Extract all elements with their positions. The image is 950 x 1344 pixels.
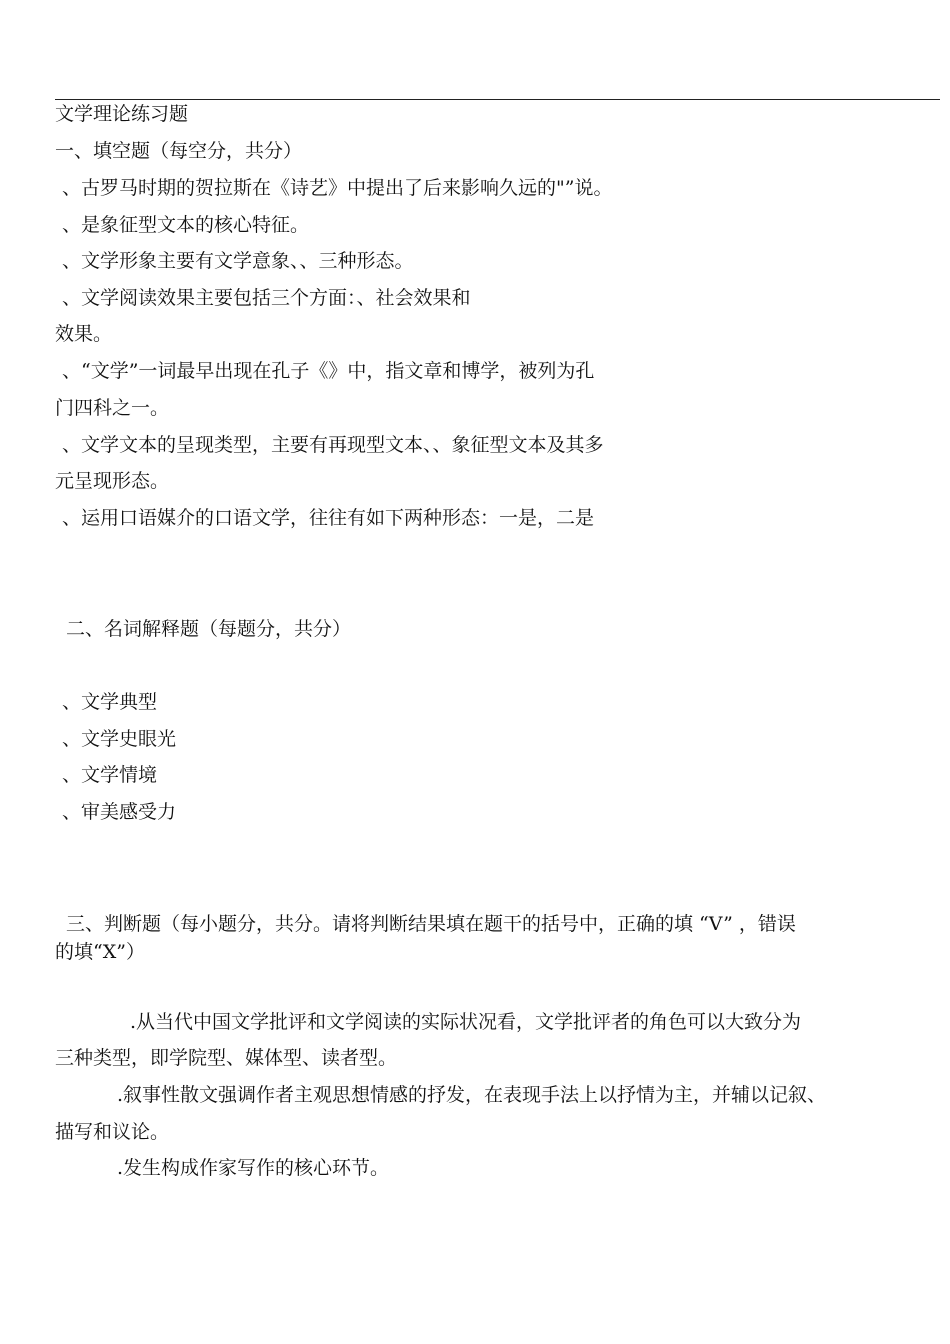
- header-rule: [55, 99, 940, 100]
- section1-line-6: 、“文学”一词最早出现在孔子《》中，指文章和博学，被列为孔: [62, 360, 595, 382]
- section3-item-2-line-2: 描写和议论。: [55, 1121, 170, 1143]
- section3-item-1-line-1: .从当代中国文学批评和文学阅读的实际状况看，文学批评者的角色可以大致分为: [130, 1011, 802, 1033]
- section3-item-2-line-1: .叙事性散文强调作者主观思想情感的抒发，在表现手法上以抒情为主，并辅以记叙、: [117, 1084, 827, 1106]
- section1-line-10: 、运用口语媒介的口语文学，往往有如下两种形态：一是，二是: [62, 507, 595, 529]
- section2-term-1: 、文学典型: [62, 691, 158, 713]
- document-title: 文学理论练习题: [55, 103, 189, 125]
- section1-line-3: 、文学形象主要有文学意象、、三种形态。: [62, 250, 414, 272]
- section3-heading-line-1: 三、判断题（每小题分，共分。请将判断结果填在题干的括号中，正确的填 “V” ，错误: [66, 913, 796, 935]
- section2-term-2: 、文学史眼光: [62, 728, 177, 750]
- section1-line-7: 门四科之一。: [55, 397, 170, 419]
- section3-item-1-line-2: 三种类型，即学院型、媒体型、读者型。: [55, 1047, 398, 1069]
- section1-line-8: 、文学文本的呈现类型，主要有再现型文本、、象征型文本及其多: [62, 434, 604, 456]
- section2-heading: 二、名词解释题（每题分，共分）: [66, 618, 352, 640]
- section1-line-1: 、古罗马时期的贺拉斯在《诗艺》中提出了后来影响久远的"”说。: [62, 177, 613, 199]
- section3-heading-line-2: 的填“X”）: [55, 941, 145, 963]
- section1-line-2: 、是象征型文本的核心特征。: [62, 214, 310, 236]
- section1-line-5: 效果。: [55, 323, 113, 345]
- section2-term-3: 、文学情境: [62, 764, 158, 786]
- section3-item-3: .发生构成作家写作的核心环节。: [117, 1157, 390, 1179]
- section1-line-9: 元呈现形态。: [55, 470, 170, 492]
- section1-line-4: 、文学阅读效果主要包括三个方面：、社会效果和: [62, 287, 471, 309]
- section2-term-4: 、审美感受力: [62, 801, 177, 823]
- section1-heading: 一、填空题（每空分，共分）: [55, 140, 303, 162]
